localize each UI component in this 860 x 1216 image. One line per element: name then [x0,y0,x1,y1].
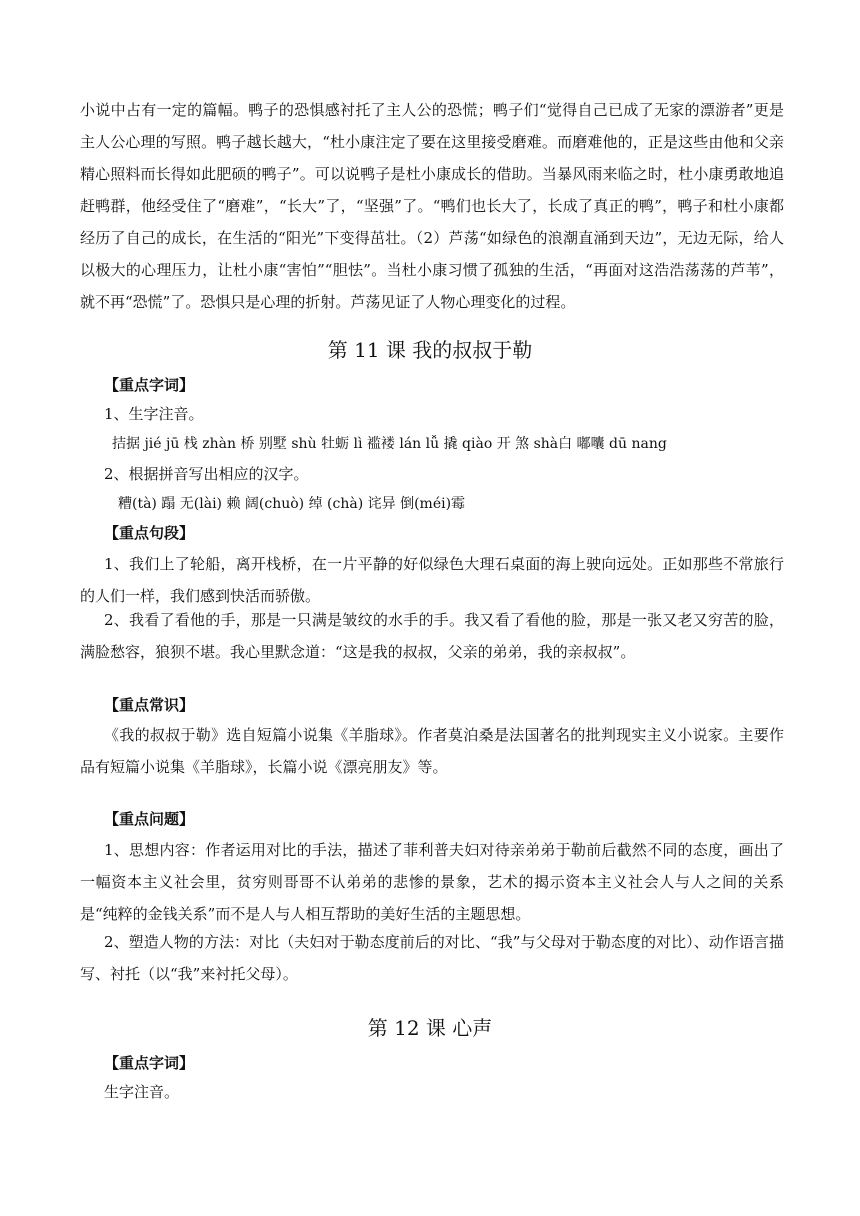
intro-paragraph: 小说中占有一定的篇幅。鸭子的恐惧感衬托了主人公的恐慌；鸭子们“觉得自己已成了无家的漂游者”更是主人公心理的写照。鸭子越长越大，“杜小康注定了要在这里接受磨难。而磨难他的，正是这些由他和父亲精心照料而长得如此肥硕的鸭子”。可以说鸭子是杜小康成长的借助。当暴风雨来临之时，杜小康勇敢地追赶鸭群，他经受住了“磨难”，“长大”了，“坚强”了。“鸭们也长大了，长成了真正的鸭”，鸭子和杜小康都经历了自己的成长，在生活的“阳光”下变得茁壮。（2）芦荡“如绿色的浪潮直涌到天边”，无边无际，给人以极大的心理压力，让杜小康“害怕”“胆怯”。当杜小康习惯了孤独的生活，“再面对这浩浩荡荡的芦苇”，就不再“恐慌”了。恐惧只是心理的折射。芦荡见证了人物心理变化的过程。 [80,101,784,311]
lesson-11-write-chars-list: 糟(tà) 蹋 无(lài) 赖 阔(chuò) 绰 (chà) 诧异 倒(méi)霉 [118,496,466,512]
lesson-11-key-sentence-1: 1、我们上了轮船，离开栈桥，在一片平静的好似绿色大理石桌面的海上驶向远处。正如那些不常旅行的人们一样，我们感到快活而骄傲。 [80,555,784,605]
lesson-11-key-question-2: 2、塑造人物的方法：对比（夫妇对于勒态度前后的对比、“我”与父母对于勒态度的对比）、动作语言描写、衬托（以“我”来衬托父母）。 [80,933,784,983]
lesson-11-key-knowledge-heading: 【重点常识】 [104,696,195,714]
lesson-12-pinyin-label: 生字注音。 [104,1083,180,1101]
lesson-11-key-knowledge-text: 《我的叔叔于勒》选自短篇小说集《羊脂球》。作者莫泊桑是法国著名的批判现实主义小说家。主要作品有短篇小说集《羊脂球》，长篇小说《漂亮朋友》等。 [80,726,784,776]
lesson-12-key-words-heading: 【重点字词】 [104,1054,195,1072]
lesson-11-title: 第 11 课 我的叔叔于勒 [327,338,533,362]
lesson-11-key-question-1: 1、思想内容：作者运用对比的手法，描述了菲利普夫妇对待亲弟弟于勒前后截然不同的态度，画出了一幅资本主义社会里，贫穷则哥哥不认弟弟的悲惨的景象，艺术的揭示资本主义社会人与人之间的关系是“纯粹的金钱关系”而不是人与人相互帮助的美好生活的主题思想。 [80,841,784,923]
lesson-11-key-sentences-heading: 【重点句段】 [104,524,195,542]
lesson-12-title: 第 12 课 心声 [367,1016,493,1040]
lesson-11-key-sentence-2: 2、我看了看他的手，那是一只满是皱纹的水手的手。我又看了看他的脸，那是一张又老又穷苦的脸，满脸愁容，狼狈不堪。我心里默念道：“这是我的叔叔，父亲的弟弟，我的亲叔叔”。 [80,611,784,661]
lesson-11-write-chars-label: 2、根据拼音写出相应的汉字。 [104,465,309,483]
lesson-11-pinyin-list: 拮据 jié jū 栈 zhàn 桥 别墅 shù 牡蛎 lì 褴褛 lán lǚ 撬 qiào 开 煞 shà白 嘟囔 dū nang [112,436,667,452]
lesson-11-key-words-heading: 【重点字词】 [104,376,195,394]
lesson-11-key-questions-heading: 【重点问题】 [104,810,195,828]
lesson-11-pinyin-label: 1、生字注音。 [104,405,204,423]
